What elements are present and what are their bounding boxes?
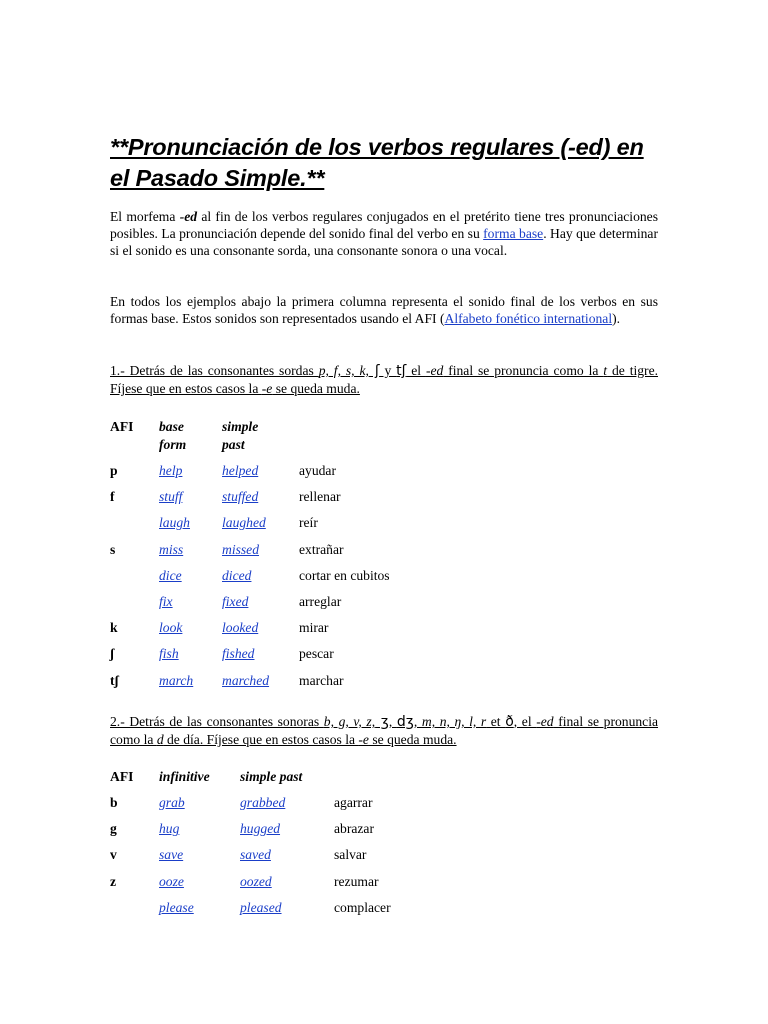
text: al fin de los verbos regulares conjugados en el pretérito tiene tres pronunciaciones posibles. La pronunciación depende del sonido final del verbo en su (110, 209, 658, 241)
afi-symbol: v (110, 847, 117, 863)
header-form: form (159, 437, 187, 452)
base-form-link[interactable]: grab (159, 795, 185, 810)
spanish-meaning: mirar (299, 620, 329, 636)
text: , m, n, ŋ, l, r (413, 714, 487, 729)
afi-symbol: z (110, 873, 117, 889)
text: -ed (425, 363, 444, 378)
intro-paragraph (110, 208, 658, 259)
afi-symbol: f (110, 489, 115, 505)
header-past: past (222, 437, 245, 452)
past-form-link[interactable]: fished (222, 646, 255, 662)
base-form-link[interactable]: march (159, 672, 194, 688)
base-form-link[interactable]: laugh (159, 515, 190, 531)
spanish-meaning: marchar (299, 672, 344, 688)
base-form-link[interactable]: ooze (159, 873, 184, 889)
page-title: **Pronunciación de los verbos regulares (-ed) en el Pasado Simple.** (110, 134, 644, 191)
text: b, g, v, z, (323, 714, 376, 729)
base-form-link[interactable]: please (159, 899, 194, 915)
afi-symbol: b (110, 795, 118, 810)
spanish-meaning: arreglar (299, 594, 342, 609)
text: En todos los ejemplos abajo la primera columna representa el sonido final de los verbos en sus formas base. Estos sonidos son representados usando el AFI ( (110, 294, 658, 326)
base-form-link[interactable]: stuff (159, 489, 183, 505)
header-simple-past: simple past (240, 769, 303, 784)
spanish-meaning: agarrar (334, 795, 373, 810)
past-form-link[interactable]: looked (222, 620, 259, 636)
text: -e (358, 732, 369, 747)
ipa-symbol: dʒ (396, 714, 414, 730)
base-form-link[interactable]: fix (159, 594, 173, 609)
text: de día. Fíjese que en estos casos la (163, 732, 359, 747)
text: ). (612, 311, 621, 326)
past-form-link[interactable]: oozed (240, 873, 272, 889)
past-form-link[interactable]: missed (222, 541, 260, 557)
past-form-link[interactable]: pleased (240, 899, 282, 915)
past-form-link[interactable]: diced (222, 567, 252, 583)
base-form-link[interactable]: help (159, 463, 183, 478)
past-form-link[interactable]: grabbed (240, 795, 286, 810)
text: d (156, 732, 164, 747)
spanish-meaning: abrazar (334, 821, 374, 837)
text: , (388, 714, 397, 729)
text: se queda muda. (272, 381, 360, 396)
text: 2.- Detrás de las consonantes sonoras (110, 714, 324, 729)
ipa-symbol: ð (505, 714, 514, 730)
spanish-meaning: extrañar (299, 541, 344, 557)
text: el (406, 363, 426, 378)
forma-base-link[interactable]: forma base (483, 226, 544, 241)
header-afi: AFI (110, 769, 134, 784)
past-form-link[interactable]: laughed (222, 515, 266, 531)
text: final se pronuncia como la (110, 714, 659, 747)
header-simple: simple (222, 419, 259, 434)
spanish-meaning: rezumar (334, 873, 379, 889)
text: -e (261, 381, 273, 396)
spanish-meaning: salvar (334, 847, 367, 863)
past-form-link[interactable]: saved (240, 847, 271, 863)
afi-symbol: g (110, 821, 117, 837)
base-form-link[interactable]: hug (159, 821, 180, 837)
past-form-link[interactable]: hugged (240, 821, 281, 837)
text: et (486, 714, 506, 729)
ipa-symbol: tʃ (396, 363, 407, 379)
text: El morfema (110, 209, 180, 224)
spanish-meaning: rellenar (299, 489, 341, 505)
spanish-meaning: reír (299, 515, 318, 531)
text: y (379, 363, 397, 378)
past-form-link[interactable]: marched (222, 672, 270, 688)
text: . Hay que determinar si el sonido es una consonante sorda, una consonante sonora o una vocal. (110, 226, 658, 258)
past-form-link[interactable]: fixed (222, 594, 249, 609)
afi-symbol: tʃ (110, 672, 119, 688)
afi-symbol: p (110, 463, 118, 478)
afi-symbol: k (110, 620, 118, 636)
base-form-link[interactable]: save (159, 847, 184, 863)
section-2-heading (110, 713, 658, 748)
afi-link[interactable]: Alfabeto fonético international (444, 311, 613, 326)
afi-symbol: s (110, 541, 116, 557)
text: -ed (536, 714, 554, 729)
spanish-meaning: ayudar (299, 463, 336, 478)
base-form-link[interactable]: dice (159, 567, 182, 583)
base-form-link[interactable]: look (159, 620, 183, 636)
base-form-link[interactable]: fish (159, 646, 179, 662)
ipa-symbol: ʒ (375, 714, 389, 730)
header-infinitive: infinitive (159, 769, 210, 784)
text: de tigre. Fíjese que en estos casos la (110, 363, 659, 396)
text: , el (513, 714, 537, 729)
spanish-meaning: complacer (334, 899, 391, 915)
past-form-link[interactable]: stuffed (222, 489, 259, 505)
header-base: base (159, 419, 184, 434)
text: final se pronuncia como la (443, 363, 604, 378)
ipa-symbol: ʃ (368, 363, 380, 379)
spanish-meaning: cortar en cubitos (299, 567, 390, 583)
base-form-link[interactable]: miss (159, 541, 184, 557)
section-1-heading (110, 362, 658, 397)
ed-morpheme: -ed (179, 209, 198, 224)
past-form-link[interactable]: helped (222, 463, 259, 478)
afi-symbol: ʃ (110, 646, 115, 662)
spanish-meaning: pescar (299, 646, 334, 662)
text: t (603, 363, 608, 378)
header-afi: AFI (110, 419, 134, 434)
text: 1.- Detrás de las consonantes sordas (110, 363, 319, 378)
afi-paragraph (110, 293, 658, 327)
text: se queda muda. (368, 732, 457, 747)
text: p, f, s, k, (318, 363, 369, 378)
